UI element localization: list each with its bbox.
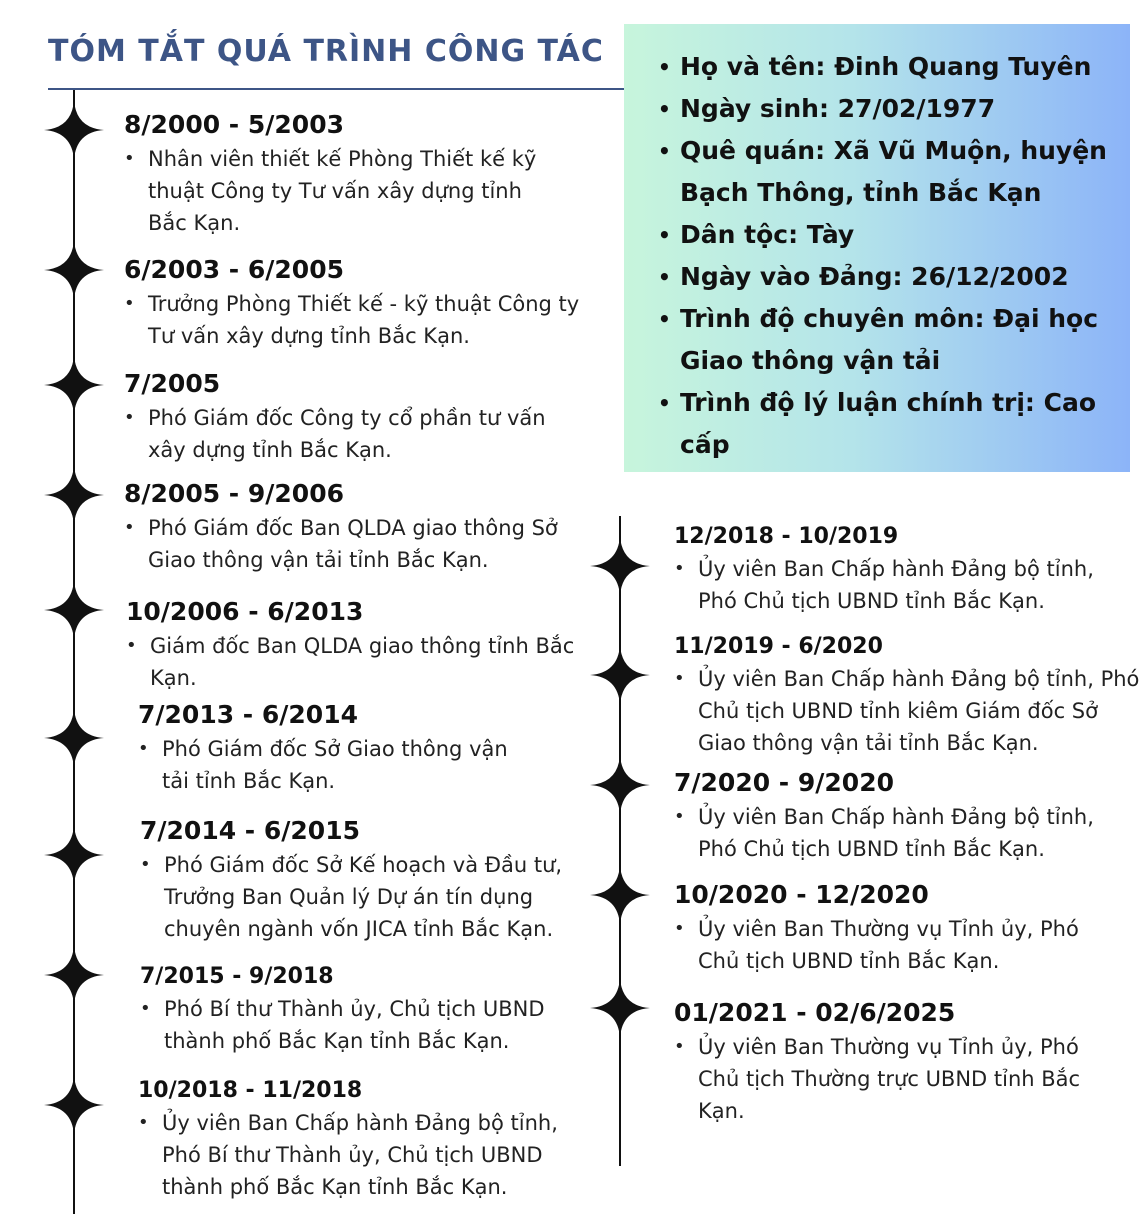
timeline-star-icon <box>44 1075 104 1135</box>
entry-date: 11/2019 - 6/2020 <box>674 634 883 659</box>
entry-date: 10/2020 - 12/2020 <box>674 880 929 909</box>
entry-description: • Ủy viên Ban Chấp hành Đảng bộ tỉnh, Phó Chủ tịch UBND tỉnh Bắc Kạn. <box>674 553 1138 617</box>
entry-date: 7/2005 <box>124 369 221 398</box>
entry-date: 7/2013 - 6/2014 <box>138 700 358 729</box>
entry-description: • Ủy viên Ban Chấp hành Đảng bộ tỉnh, Phó Chủ tịch UBND tỉnh kiêm Giám đốc Sở Giao thông vận tải tỉnh Bắc Kạn. <box>674 663 1144 759</box>
page-title: TÓM TẮT QUÁ TRÌNH CÔNG TÁC <box>48 34 604 69</box>
timeline-star-icon <box>44 945 104 1005</box>
entry-date: 8/2000 - 5/2003 <box>124 110 344 139</box>
entry-description: • Giám đốc Ban QLDA giao thông tỉnh Bắc Kạn. <box>126 630 586 694</box>
entry-description: • Trưởng Phòng Thiết kế - kỹ thuật Công ty Tư vấn xây dựng tỉnh Bắc Kạn. <box>124 288 594 352</box>
info-item-name: • Họ và tên: Đinh Quang Tuyên <box>658 46 1128 88</box>
timeline-star-icon <box>590 865 650 925</box>
timeline-entry <box>138 700 538 797</box>
entry-description: • Phó Giám đốc Sở Giao thông vận tải tỉnh Bắc Kạn. <box>138 733 538 797</box>
timeline-star-icon <box>590 978 650 1038</box>
timeline-star-icon <box>44 465 104 525</box>
info-item-education: • Trình độ chuyên môn: Đại học Giao thông vận tải <box>658 298 1128 382</box>
info-item-ethnicity: • Dân tộc: Tày <box>658 214 1128 256</box>
timeline-star-icon <box>44 580 104 640</box>
entry-description: • Phó Giám đốc Sở Kế hoạch và Đầu tư, Trưởng Ban Quản lý Dự án tín dụng chuyên ngành vốn JICA tỉnh Bắc Kạn. <box>140 849 590 945</box>
info-item-party-join-date: • Ngày vào Đảng: 26/12/2002 <box>658 256 1128 298</box>
timeline-star-icon <box>44 100 104 160</box>
entry-date: 6/2003 - 6/2005 <box>124 255 344 284</box>
timeline-star-icon <box>44 708 104 768</box>
entry-date: 7/2020 - 9/2020 <box>674 768 894 797</box>
entry-description: • Ủy viên Ban Thường vụ Tỉnh ủy, Phó Chủ tịch Thường trực UBND tỉnh Bắc Kạn. <box>674 1031 1114 1127</box>
timeline-entry <box>674 524 1138 617</box>
entry-date: 10/2018 - 11/2018 <box>138 1078 363 1103</box>
timeline-right-line <box>619 516 621 1166</box>
timeline-star-icon <box>44 355 104 415</box>
title-underline <box>48 88 624 90</box>
entry-description: • Ủy viên Ban Chấp hành Đảng bộ tỉnh, Phó Chủ tịch UBND tỉnh Bắc Kạn. <box>674 801 1138 865</box>
entry-description: • Phó Bí thư Thành ủy, Chủ tịch UBND thành phố Bắc Kạn tỉnh Bắc Kạn. <box>140 993 590 1057</box>
timeline-entry <box>674 998 1114 1127</box>
timeline-star-icon <box>590 536 650 596</box>
entry-date: 10/2006 - 6/2013 <box>126 597 364 626</box>
entry-description: • Ủy viên Ban Thường vụ Tỉnh ủy, Phó Chủ tịch UBND tỉnh Bắc Kạn. <box>674 913 1114 977</box>
personal-info-list <box>658 46 1128 466</box>
info-item-birthdate: • Ngày sinh: 27/02/1977 <box>658 88 1128 130</box>
timeline-star-icon <box>44 825 104 885</box>
timeline-entry <box>674 880 1114 977</box>
timeline-star-icon <box>590 755 650 815</box>
entry-date: 12/2018 - 10/2019 <box>674 524 899 549</box>
timeline-entry <box>126 597 586 694</box>
timeline-entry <box>674 768 1138 865</box>
timeline-entry <box>124 369 584 466</box>
entry-date: 01/2021 - 02/6/2025 <box>674 998 956 1027</box>
entry-date: 8/2005 - 9/2006 <box>124 479 344 508</box>
entry-description: • Ủy viên Ban Chấp hành Đảng bộ tỉnh, Phó Bí thư Thành ủy, Chủ tịch UBND thành phố Bắc Kạn tỉnh Bắc Kạn. <box>138 1107 598 1203</box>
info-item-hometown: • Quê quán: Xã Vũ Muộn, huyện Bạch Thông, tỉnh Bắc Kạn <box>658 130 1128 214</box>
timeline-entry <box>674 634 1144 759</box>
timeline-entry <box>124 255 594 352</box>
timeline-entry <box>140 816 590 945</box>
entry-date: 7/2015 - 9/2018 <box>140 964 334 989</box>
entry-description: • Phó Giám đốc Ban QLDA giao thông Sở Giao thông vận tải tỉnh Bắc Kạn. <box>124 512 584 576</box>
entry-date: 7/2014 - 6/2015 <box>140 816 360 845</box>
timeline-entry <box>124 479 584 576</box>
timeline-entry <box>138 1078 598 1203</box>
entry-description: • Phó Giám đốc Công ty cổ phần tư vấn xây dựng tỉnh Bắc Kạn. <box>124 402 584 466</box>
personal-info-panel <box>624 24 1130 472</box>
timeline-entry <box>124 110 564 239</box>
timeline-star-icon <box>44 240 104 300</box>
entry-description: • Nhân viên thiết kế Phòng Thiết kế kỹ thuật Công ty Tư vấn xây dựng tỉnh Bắc Kạn. <box>124 143 564 239</box>
timeline-entry <box>140 964 590 1057</box>
info-item-political-theory: • Trình độ lý luận chính trị: Cao cấp <box>658 382 1128 466</box>
timeline-star-icon <box>590 645 650 705</box>
